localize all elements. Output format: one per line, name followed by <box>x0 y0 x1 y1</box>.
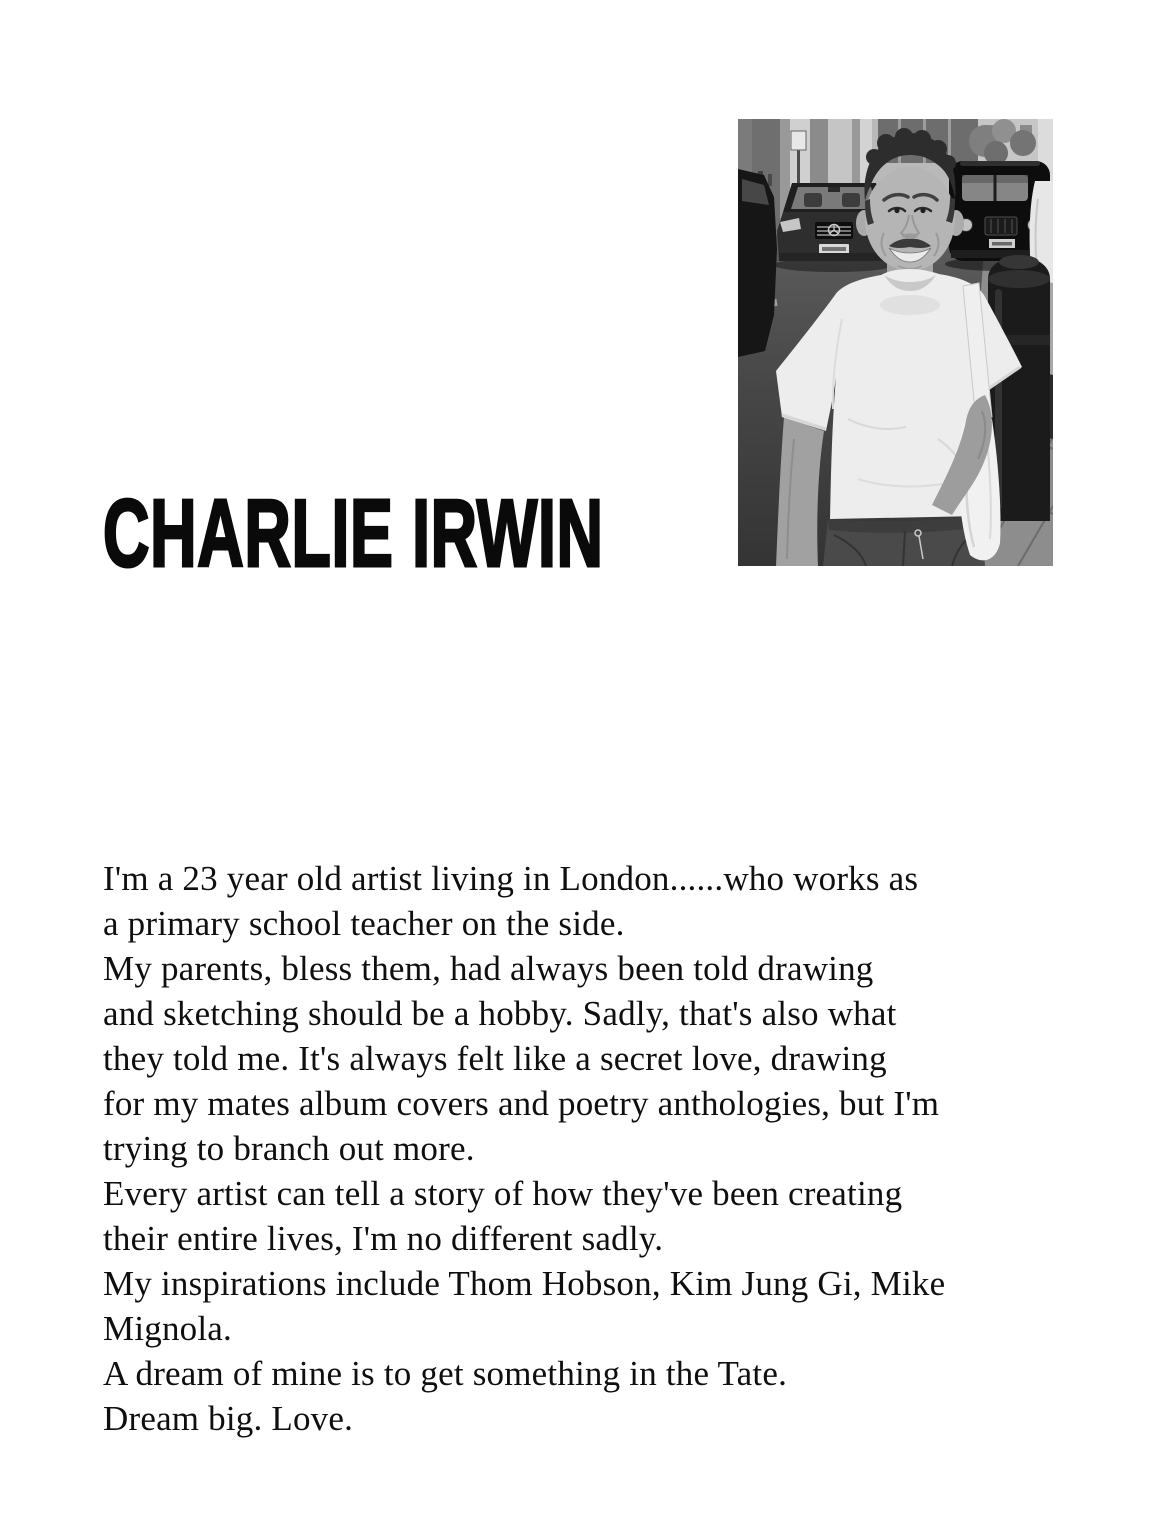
bio-line: Dream big. Love. <box>103 1399 354 1438</box>
bio-line: My parents, bless them, had always been told drawing <box>103 949 874 988</box>
bio-line: trying to branch out more. <box>103 1129 475 1168</box>
bio-line: My inspirations include Thom Hobson, Kim Jung Gi, Mike <box>103 1264 946 1303</box>
bio-line: Every artist can tell a story of how they've been creating <box>103 1174 903 1213</box>
page-title: CHARLIE IRWIN <box>103 480 604 587</box>
bio-line: a primary school teacher on the side. <box>103 904 625 943</box>
portrait-photo <box>738 119 1053 566</box>
bio-line: their entire lives, I'm no different sadly. <box>103 1219 664 1258</box>
bio-line: and sketching should be a hobby. Sadly, that's also what <box>103 994 897 1033</box>
bio-line: they told me. It's always felt like a secret love, drawing <box>103 1039 887 1078</box>
bio-line: A dream of mine is to get something in the Tate. <box>103 1354 788 1393</box>
bio-text <box>103 856 1113 1441</box>
bio-line: Mignola. <box>103 1309 232 1348</box>
jeans <box>823 515 985 566</box>
bio-line: for my mates album covers and poetry anthologies, but I'm <box>103 1084 940 1123</box>
portrait-photo-illustration <box>738 119 1053 566</box>
bio-line: I'm a 23 year old artist living in London......who works as <box>103 859 919 898</box>
